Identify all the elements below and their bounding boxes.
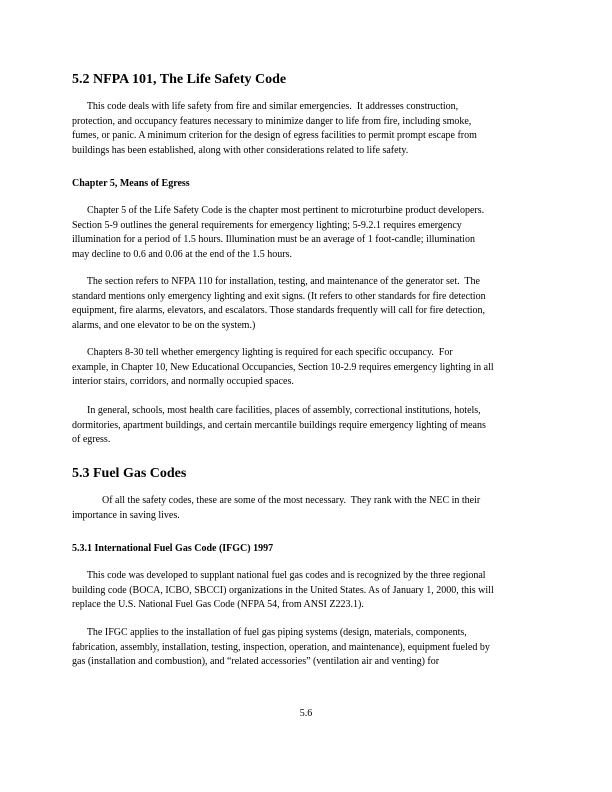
paragraph-ifgc-2 xyxy=(72,626,542,670)
paragraph-chapter5-2 xyxy=(72,275,542,333)
text-line: interior stairs, corridors, and normally occupied spaces. xyxy=(72,376,294,388)
text-line: replace the U.S. National Fuel Gas Code (NFPA 54, from ANSI Z223.1). xyxy=(72,599,364,611)
text-line: fabrication, assembly, installation, testing, inspection, operation, and maintenance), equipment fueled by xyxy=(72,641,490,653)
paragraph-chapter5-4 xyxy=(72,404,542,448)
text-line: equipment, fire alarms, elevators, and escalators. Those standards frequently will call for fire detection, xyxy=(72,305,485,317)
text-line: example, in Chapter 10, New Educational Occupancies, Section 10-2.9 requires emergency lighting in all xyxy=(72,361,494,373)
text-line: gas (installation and combustion), and “related accessories” (ventilation air and venting) for xyxy=(72,656,440,668)
text-line: fumes, or panic. A minimum criterion for the design of egress facilities to permit prompt escape from xyxy=(72,130,477,142)
paragraph-ifgc-1 xyxy=(72,569,542,613)
paragraph-intro-5-3 xyxy=(72,494,542,523)
subheading-chapter-5: Chapter 5, Means of Egress xyxy=(72,178,190,189)
text-line: The section refers to NFPA 110 for installation, testing, and maintenance of the generator set. The xyxy=(72,276,480,287)
text-line: of egress. xyxy=(72,434,111,446)
text-line: protection, and occupancy features necessary to minimize danger to life from fire, including smoke, xyxy=(72,115,472,127)
text-line: buildings has been established, along with other considerations related to life safety. xyxy=(72,144,409,156)
text-line: In general, schools, most health care facilities, places of assembly, correctional institutions, hotels, xyxy=(72,405,481,416)
paragraph-chapter5-1 xyxy=(72,204,542,262)
paragraph-chapter5-3 xyxy=(72,346,542,390)
text-line: dormitories, apartment buildings, and certain mercantile buildings require emergency lighting of means xyxy=(72,419,486,431)
text-line: This code was developed to supplant national fuel gas codes and is recognized by the three regional xyxy=(72,570,486,581)
text-line: importance in saving lives. xyxy=(72,509,180,521)
text-line: may decline to 0.6 and 0.06 at the end of the 1.5 hours. xyxy=(72,248,292,260)
text-line: alarms, and one elevator to be on the system.) xyxy=(72,319,256,331)
section-heading-5-3: 5.3 Fuel Gas Codes xyxy=(72,466,187,481)
text-line: This code deals with life safety from fire and similar emergencies. It addresses construction, xyxy=(72,101,459,112)
text-line: Section 5-9 outlines the general requirements for emergency lighting; 5-9.2.1 requires emergency xyxy=(72,219,462,231)
text-line: Chapters 8-30 tell whether emergency lighting is required for each specific occupancy. For xyxy=(72,347,453,358)
section-heading-5-2: 5.2 NFPA 101, The Life Safety Code xyxy=(72,72,287,87)
text-line: standard mentions only emergency lighting and exit signs. (It refers to other standards for fire detection xyxy=(72,290,486,302)
subheading-5-3-1: 5.3.1 International Fuel Gas Code (IFGC) 1997 xyxy=(72,543,274,554)
text-line: Of all the safety codes, these are some of the most necessary. They rank with the NEC in their xyxy=(72,495,481,506)
text-line: The IFGC applies to the installation of fuel gas piping systems (design, materials, components, xyxy=(72,627,467,638)
paragraph-intro-5-2 xyxy=(72,100,542,158)
text-line: Chapter 5 of the Life Safety Code is the chapter most pertinent to microturbine product developers. xyxy=(72,205,485,216)
page-number: 5.6 xyxy=(299,708,313,719)
text-line: building code (BOCA, ICBO, SBCCI) organizations in the United States. As of January 1, 2000, this will xyxy=(72,584,494,596)
text-line: illumination for a period of 1.5 hours. Illumination must be an average of 1 foot-candle; illumination xyxy=(72,234,475,246)
